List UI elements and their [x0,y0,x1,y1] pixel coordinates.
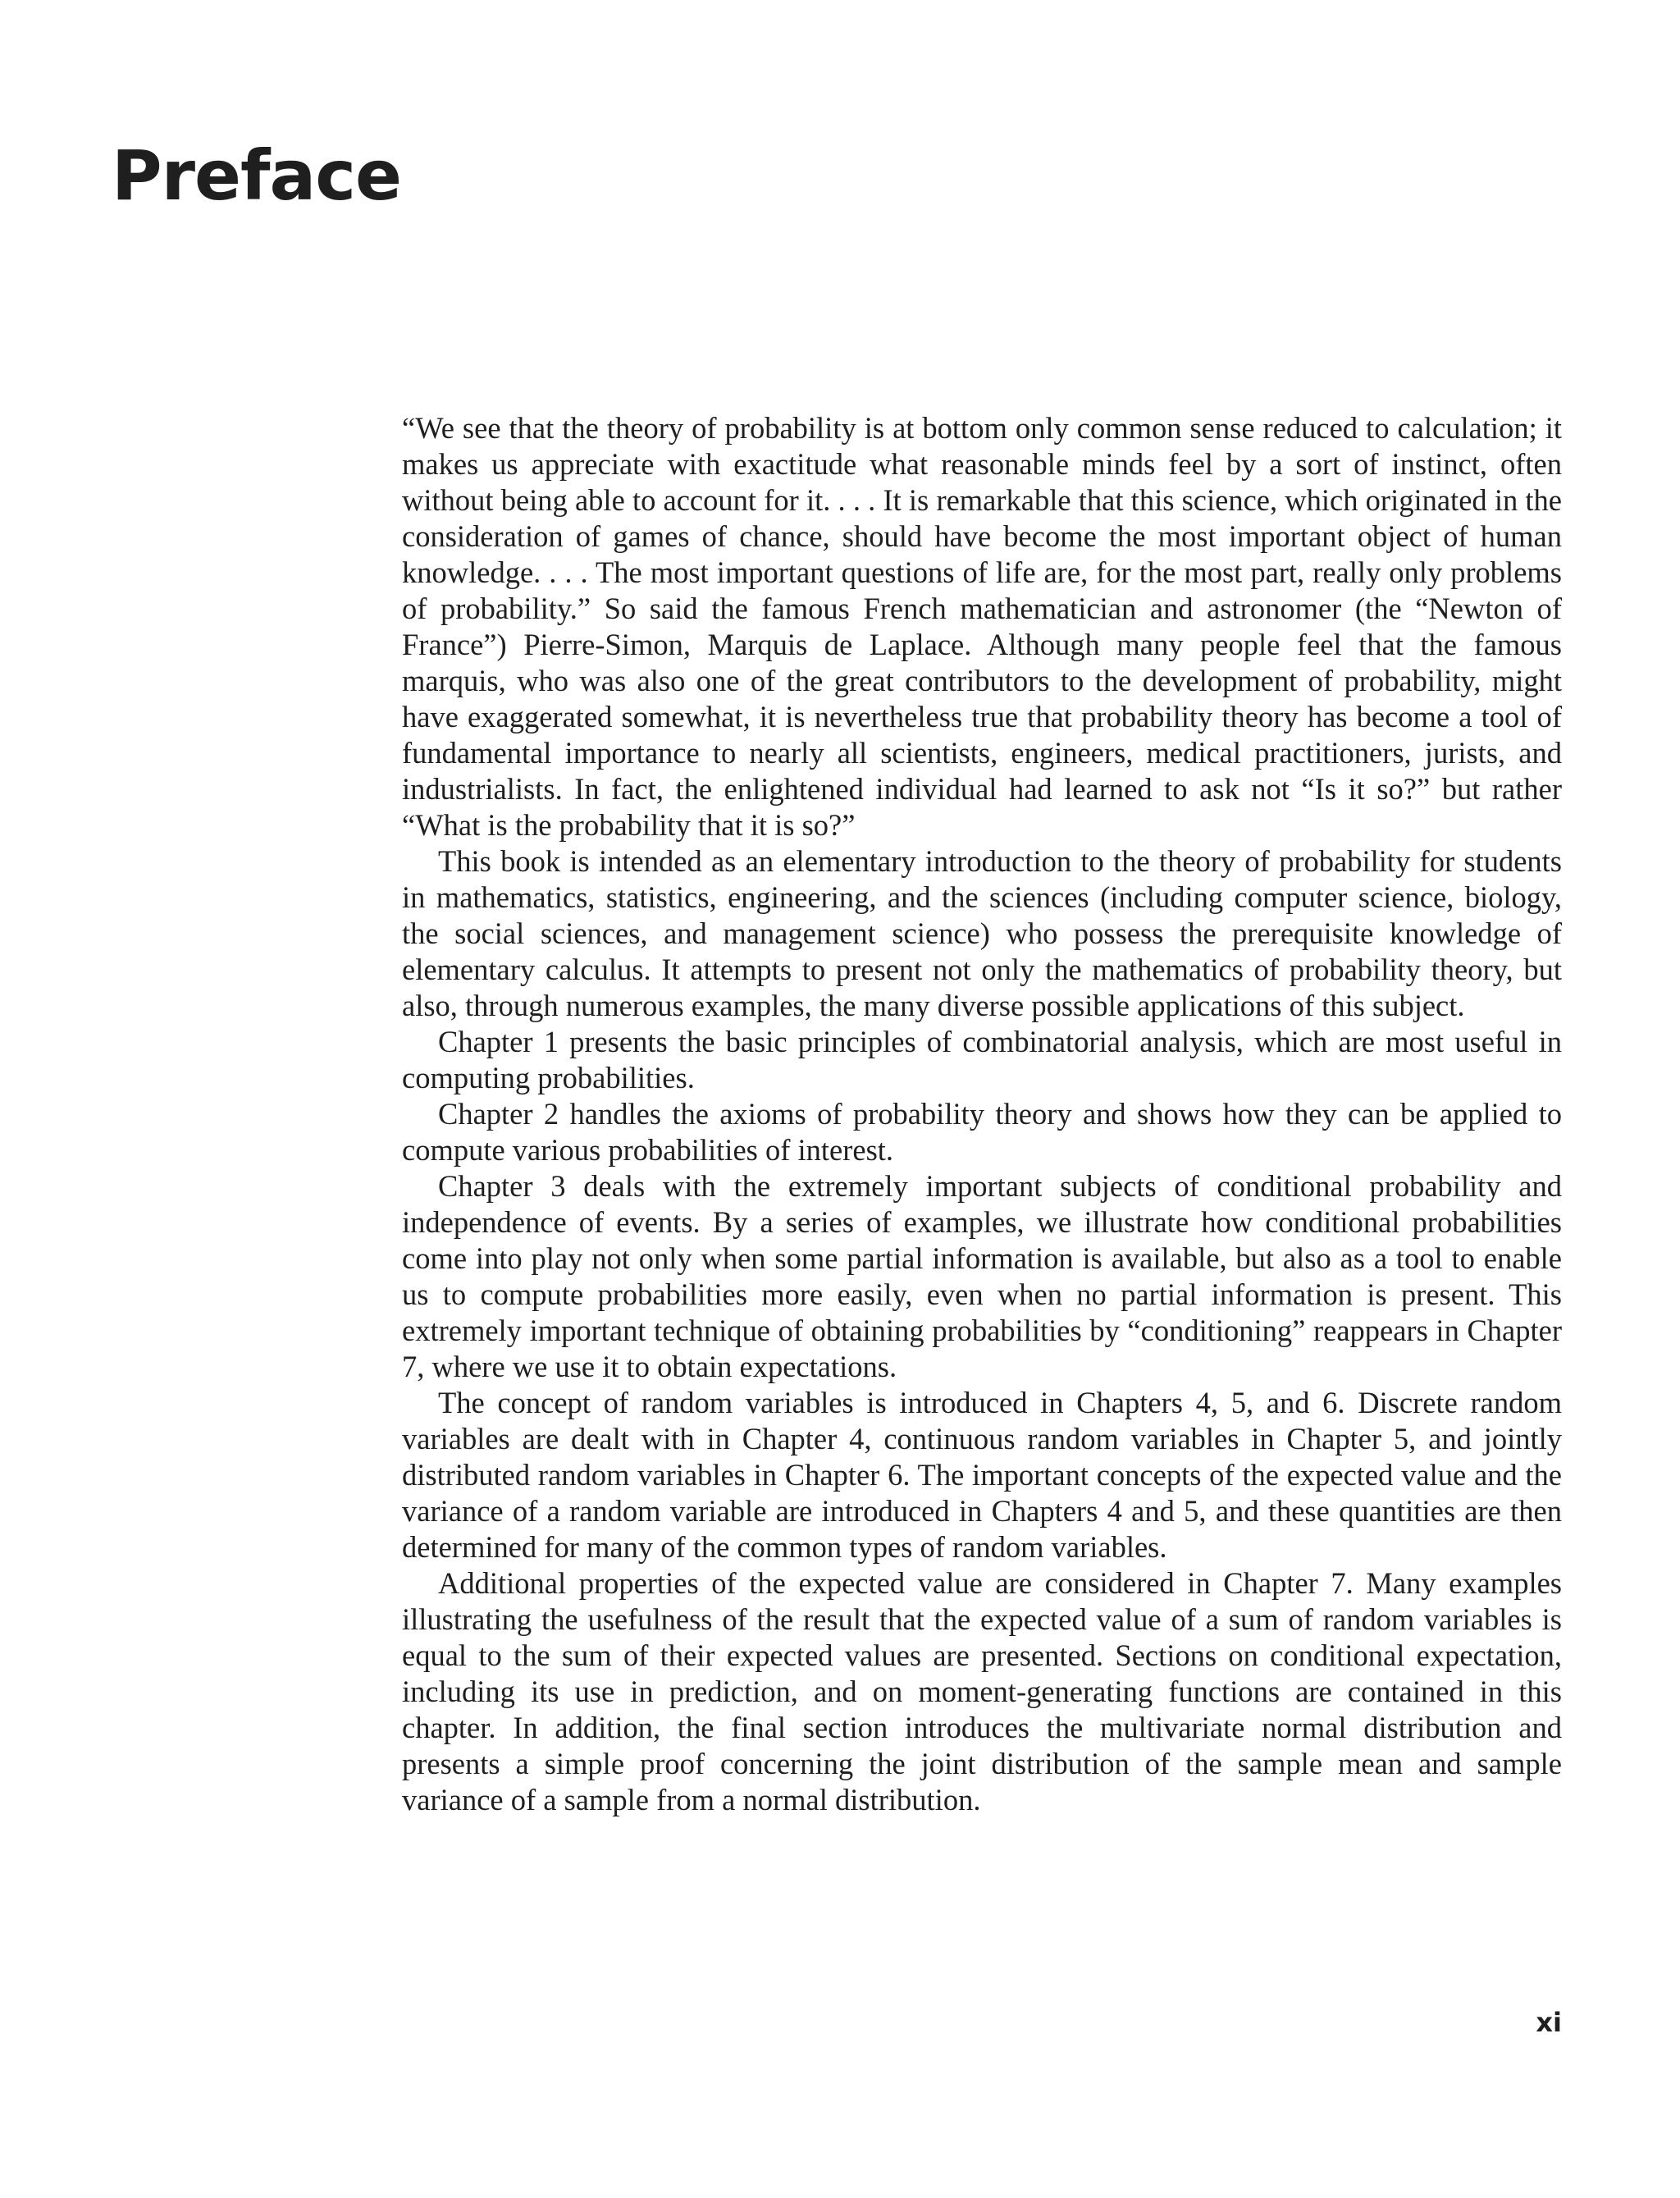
paragraph-chapter-1: Chapter 1 presents the basic principles of combinatorial analysis, which are most useful in computing probabilities. [402,1025,1562,1094]
paragraph-random-variables: The concept of random variables is introduced in Chapters 4, 5, and 6. Discrete random variables are dealt with in Chapter 4, continuous random variables in Chapter 5, and jointly distributed random variables in Chapter 6. The important concepts of the expected value and the variance of a random variable are introduced in Chapters 4 and 5, and these quantities are then determined for many of the common types of random variables. [402,1386,1562,1564]
paragraph-laplace-quote: “We see that the theory of probability is at bottom only common sense reduced to calculation; it makes us appreciate with exactitude what reasonable minds feel by a sort of instinct, often without being able to account for it. . . . It is remarkable that this science, which originated in the consideration of games of chance, should have become the most important object of human knowledge. . . . The most important questions of life are, for the most part, really only problems of probability.” So said the famous French mathematician and astronomer (the “Newton of France”) Pierre-Simon, Marquis de Laplace. Although many people feel that the famous marquis, who was also one of the great contributors to the development of probability, might have exaggerated somewhat, it is nevertheless true that probability theory has become a tool of fundamental importance to nearly all scientists, engineers, medical practitioners, jurists, and industrialists. In fact, the enlightened individual had learned to ask not “Is it so?” but rather “What is the probability that it is so?” [402,411,1562,842]
paragraph-chapter-2: Chapter 2 handles the axioms of probability theory and shows how they can be applied to compute various probabilities of interest. [402,1097,1562,1167]
paragraph-book-intent: This book is intended as an elementary introduction to the theory of probability for students in mathematics, statistics, engineering, and the sciences (including computer science, biology, the social sciences, and management science) who possess the prerequisite knowledge of elementary calculus. It attempts to present not only the mathematics of probability theory, but also, through numerous examples, the many diverse possible applications of this subject. [402,844,1562,1022]
page-title: Preface [112,135,401,216]
page-number: xi [1536,2007,1562,2038]
preface-body [402,410,1562,1818]
paragraph-chapter-3: Chapter 3 deals with the extremely important subjects of conditional probability and independence of events. By a series of examples, we illustrate how conditional probabilities come into play not only when some partial information is available, but also as a tool to enable us to compute probabilities more easily, even when no partial information is present. This extremely important technique of obtaining probabilities by “conditioning” reappears in Chapter 7, where we use it to obtain expectations. [402,1169,1562,1383]
paragraph-expected-value: Additional properties of the expected value are considered in Chapter 7. Many examples illustrating the usefulness of the result that the expected value of a sum of random variables is equal to the sum of their expected values are presented. Sections on conditional expectation, including its use in prediction, and on moment-generating functions are contained in this chapter. In addition, the final section introduces the multivariate normal distribution and presents a simple proof concerning the joint distribution of the sample mean and sample variance of a sample from a normal distribution. [402,1566,1562,1816]
